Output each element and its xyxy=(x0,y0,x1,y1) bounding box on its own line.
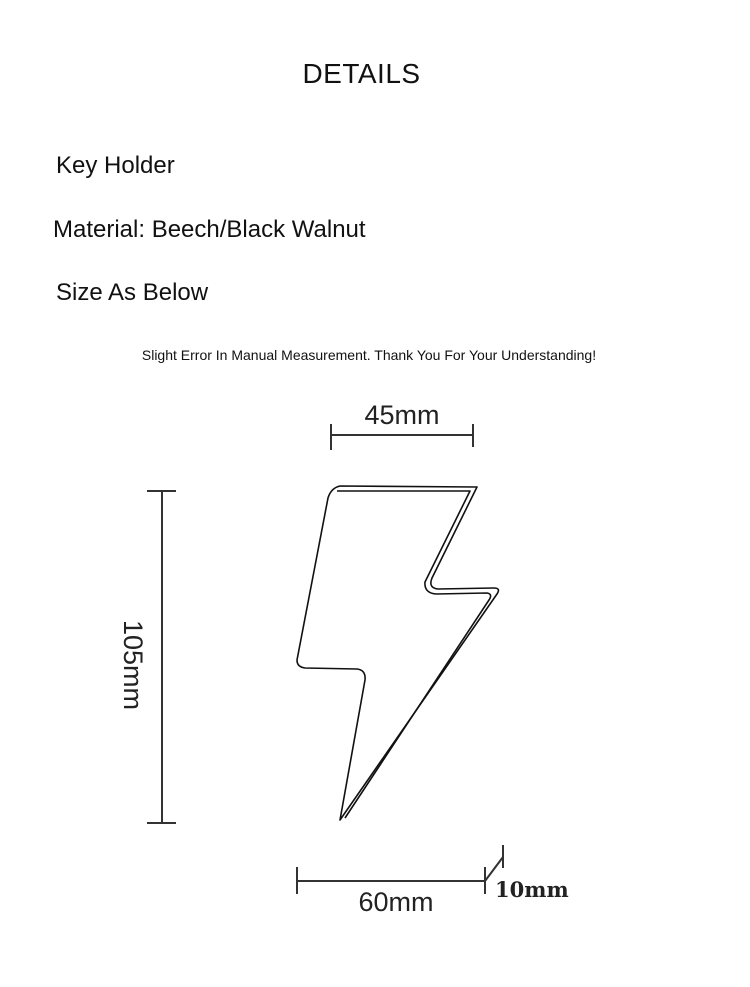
product-name: Key Holder xyxy=(56,152,175,179)
bottom-width-label: 60mm xyxy=(358,887,434,917)
height-label: 105mm xyxy=(118,619,148,711)
thickness-label: 10mm xyxy=(495,877,569,902)
material-text: Material: Beech/Black Walnut xyxy=(53,216,366,243)
thickness-dimension xyxy=(485,845,503,881)
height-dimension xyxy=(147,491,176,823)
size-text: Size As Below xyxy=(56,279,209,306)
page-title: DETAILS xyxy=(302,58,421,89)
top-width-label: 45mm xyxy=(364,400,440,430)
measurement-note: Slight Error In Manual Measurement. Thank You For Your Understanding! xyxy=(141,347,597,363)
lightning-bolt-outline xyxy=(297,486,498,820)
